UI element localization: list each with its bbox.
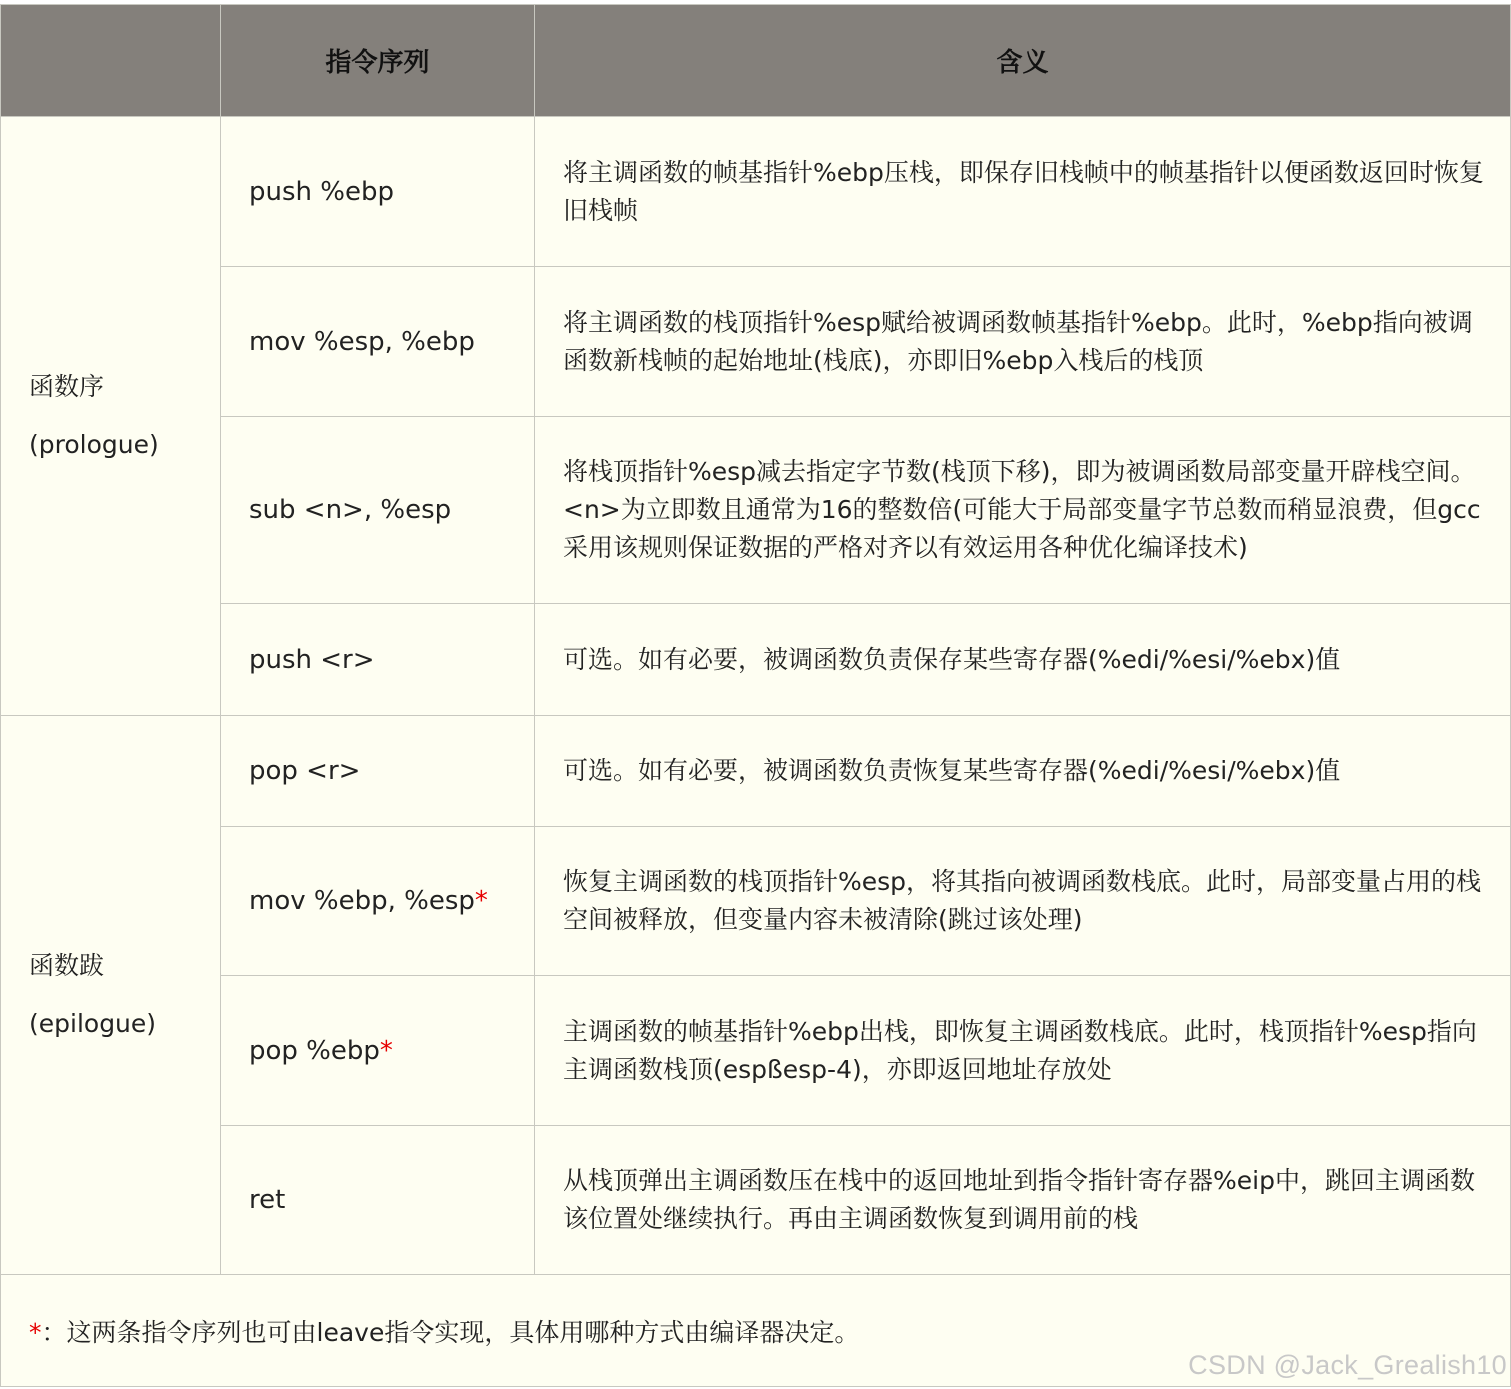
group-name: 函数跋 xyxy=(29,951,105,980)
instruction-text: sub <n>, %esp xyxy=(249,495,452,525)
instruction-text: pop <r> xyxy=(249,756,361,786)
meaning-cell: 可选。如有必要，被调函数负责保存某些寄存器(%edi/%esi/%ebx)值 xyxy=(535,604,1511,716)
header-group-col xyxy=(1,5,221,117)
instruction-text: ret xyxy=(249,1185,286,1215)
instruction-text: mov %ebp, %esp xyxy=(249,886,475,916)
watermark: CSDN @Jack_Grealish10 xyxy=(1188,1350,1507,1380)
header-instruction-col: 指令序列 xyxy=(221,5,535,117)
meaning-cell: 将主调函数的帧基指针%ebp压栈，即保存旧栈帧中的帧基指针以便函数返回时恢复旧栈帧 xyxy=(535,117,1511,267)
table-row xyxy=(1,417,1511,604)
star-mark: * xyxy=(379,1035,393,1066)
instruction-cell xyxy=(221,267,535,417)
table-row xyxy=(1,267,1511,417)
instruction-cell xyxy=(221,117,535,267)
instruction-cell xyxy=(221,417,535,604)
group-cell-epilogue xyxy=(1,716,221,1275)
instruction-text: push <r> xyxy=(249,644,375,675)
meaning-cell: 可选。如有必要，被调函数负责恢复某些寄存器(%edi/%esi/%ebx)值 xyxy=(535,716,1511,827)
meaning-cell: 恢复主调函数的栈顶指针%esp，将其指向被调函数栈底。此时，局部变量占用的栈空间被释放，但变量内容未被清除(跳过该处理) xyxy=(535,827,1511,976)
instruction-text: mov %esp, %ebp xyxy=(249,326,475,357)
meaning-cell: 主调函数的帧基指针%ebp出栈，即恢复主调函数栈底。此时，栈顶指针%esp指向主调函数栈顶(espßesp-4)，亦即返回地址存放处 xyxy=(535,976,1511,1126)
instruction-cell xyxy=(221,976,535,1126)
instruction-cell xyxy=(221,716,535,827)
meaning-cell: 将主调函数的栈顶指针%esp赋给被调函数帧基指针%ebp。此时，%ebp指向被调函数新栈帧的起始地址(栈底)，亦即旧%ebp入栈后的栈顶 xyxy=(535,267,1511,417)
group-cell-prologue xyxy=(1,117,221,716)
instruction-text: pop %ebp xyxy=(249,1035,380,1066)
table-row xyxy=(1,716,1511,827)
meaning-cell: 从栈顶弹出主调函数压在栈中的返回地址到指令指针寄存器%eip中，跳回主调函数该位置处继续执行。再由主调函数恢复到调用前的栈 xyxy=(535,1126,1511,1275)
star-mark: * xyxy=(474,886,488,916)
instruction-text: push %ebp xyxy=(249,176,394,207)
instruction-cell xyxy=(221,1126,535,1275)
group-english: (prologue) xyxy=(29,430,159,459)
group-name: 函数序 xyxy=(29,372,105,401)
table-row xyxy=(1,1126,1511,1275)
instruction-table xyxy=(0,4,1511,1387)
group-english: (epilogue) xyxy=(29,1009,157,1038)
instruction-cell xyxy=(221,827,535,976)
table-row xyxy=(1,604,1511,716)
table-header-row xyxy=(1,5,1511,117)
table-row xyxy=(1,976,1511,1126)
instruction-cell xyxy=(221,604,535,716)
footnote-text: ：这两条指令序列也可由leave指令实现，具体用哪种方式由编译器决定。 xyxy=(41,1317,860,1347)
meaning-cell: 将栈顶指针%esp减去指定字节数(栈顶下移)，即为被调函数局部变量开辟栈空间。<n>为立即数且通常为16的整数倍(可能大于局部变量字节总数而稍显浪费，但gcc采用该规则保证数据的严格对齐以有效运用各种优化编译技术) xyxy=(535,417,1511,604)
table-row xyxy=(1,117,1511,267)
header-meaning-col: 含义 xyxy=(535,5,1511,117)
footnote-star: * xyxy=(29,1317,42,1347)
table-row xyxy=(1,827,1511,976)
